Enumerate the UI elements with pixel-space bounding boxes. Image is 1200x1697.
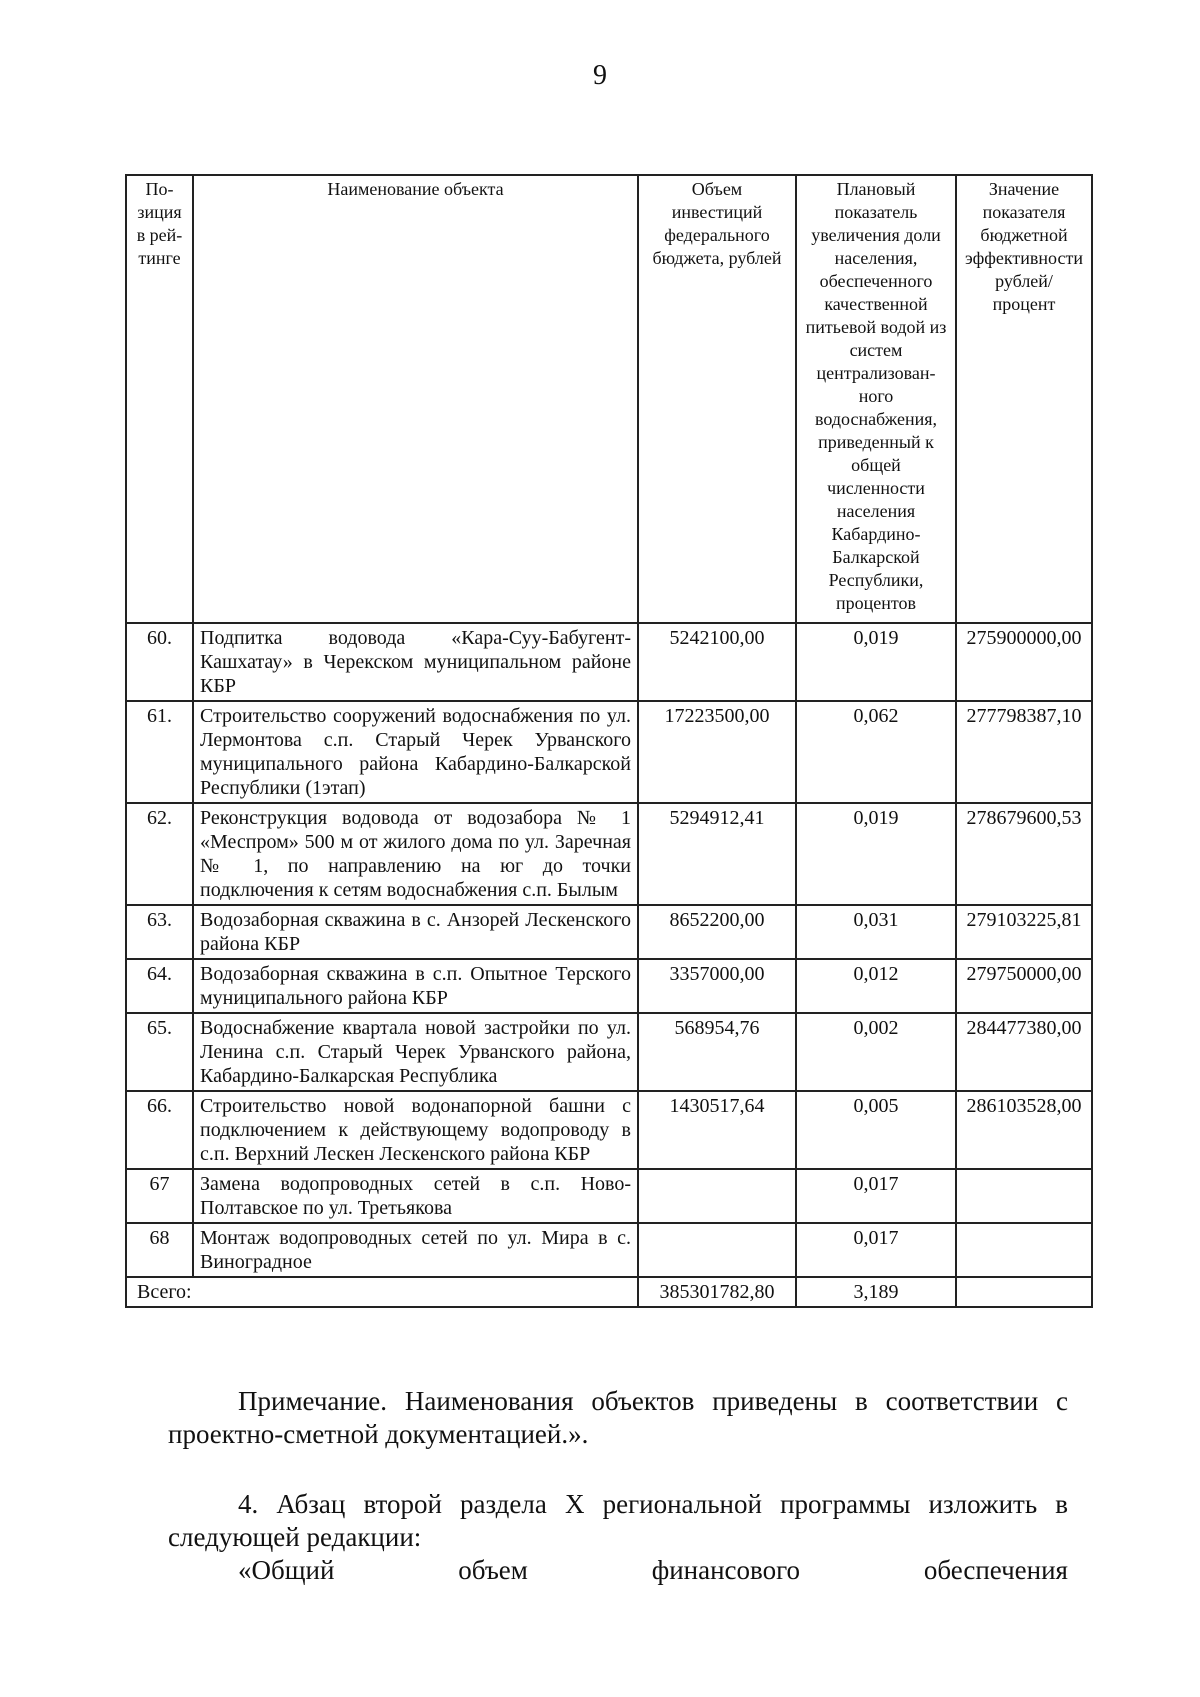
row-share: 0,005	[796, 1091, 956, 1169]
row-name: Водозаборная скважина в с. Анзорей Лескенского района КБР	[193, 905, 638, 959]
row-name: Строительство сооружений водоснабжения по ул. Лермонтова с.п. Старый Черек Урванского муниципального района Кабардино-Балкарской Республики (1этап)	[193, 701, 638, 803]
row-share: 0,019	[796, 623, 956, 701]
row-investment	[638, 1169, 796, 1223]
row-efficiency: 286103528,00	[956, 1091, 1092, 1169]
table-row	[126, 803, 1092, 905]
note-text: Примечание. Наименования объектов приведены в соответствии с проектно-сметной документацией.».	[168, 1386, 1068, 1449]
table-row	[126, 1169, 1092, 1223]
page-number: 9	[593, 60, 607, 91]
row-position: 62.	[126, 803, 193, 905]
item4-paragraph	[168, 1488, 1068, 1587]
row-efficiency	[956, 1169, 1092, 1223]
total-label: Всего:	[126, 1277, 638, 1307]
row-efficiency: 278679600,53	[956, 803, 1092, 905]
last-line	[168, 1554, 1068, 1587]
table-row	[126, 1223, 1092, 1277]
table-row	[126, 1013, 1092, 1091]
row-name: Реконструкция водовода от водозабора № 1 «Меспром» 500 м от жилого дома по ул. Заречная № 1, по направлению на юг до точки подключения к сетям водоснабжения с.п. Былым	[193, 803, 638, 905]
row-name: Водозаборная скважина в с.п. Опытное Терского муниципального района КБР	[193, 959, 638, 1013]
rating-table	[125, 174, 1093, 1308]
row-efficiency: 275900000,00	[956, 623, 1092, 701]
last-line-word: финансового	[651, 1555, 800, 1585]
row-position: 66.	[126, 1091, 193, 1169]
row-position: 67	[126, 1169, 193, 1223]
row-investment: 5294912,41	[638, 803, 796, 905]
row-share: 0,002	[796, 1013, 956, 1091]
row-position: 65.	[126, 1013, 193, 1091]
row-efficiency: 284477380,00	[956, 1013, 1092, 1091]
row-investment	[638, 1223, 796, 1277]
table-row	[126, 701, 1092, 803]
row-share: 0,031	[796, 905, 956, 959]
row-efficiency: 279103225,81	[956, 905, 1092, 959]
header-efficiency: Значение показателя бюджетной эффективности рублей/ процент	[956, 175, 1092, 623]
header-share: Плановый показатель увеличения доли населения, обеспеченного качественной питьевой водой из систем централизован-ного водоснабжения, приведенный к общей численности населения Кабардино-Балкарской Республики, процентов	[796, 175, 956, 623]
row-name: Строительство новой водонапорной башни с подключением к действующему водопроводу в с.п. Верхний Лескен Лескенского района КБР	[193, 1091, 638, 1169]
total-row	[126, 1277, 1092, 1307]
row-name: Водоснабжение квартала новой застройки по ул. Ленина с.п. Старый Черек Урванского района, Кабардино-Балкарская Республика	[193, 1013, 638, 1091]
table-row	[126, 623, 1092, 701]
row-position: 60.	[126, 623, 193, 701]
row-name: Замена водопроводных сетей в с.п. Ново-Полтавское по ул. Третьякова	[193, 1169, 638, 1223]
table-body	[126, 623, 1092, 1277]
row-investment: 17223500,00	[638, 701, 796, 803]
table-row	[126, 1091, 1092, 1169]
total-share: 3,189	[796, 1277, 956, 1307]
row-position: 63.	[126, 905, 193, 959]
last-line-word: обеспечения	[923, 1555, 1068, 1585]
total-efficiency	[956, 1277, 1092, 1307]
row-share: 0,012	[796, 959, 956, 1013]
row-investment: 568954,76	[638, 1013, 796, 1091]
row-share: 0,062	[796, 701, 956, 803]
row-efficiency	[956, 1223, 1092, 1277]
table-header-row	[126, 175, 1092, 623]
row-investment: 5242100,00	[638, 623, 796, 701]
row-position: 68	[126, 1223, 193, 1277]
row-position: 64.	[126, 959, 193, 1013]
header-position: По- зиция в рей- тинге	[126, 175, 193, 623]
row-name: Подпитка водовода «Кара-Суу-Бабугент-Кашхатау» в Черекском муниципальном районе КБР	[193, 623, 638, 701]
row-efficiency: 277798387,10	[956, 701, 1092, 803]
last-line-word: «Общий	[238, 1555, 335, 1585]
header-investment: Объем инвестиций федерального бюджета, рублей	[638, 175, 796, 623]
row-name: Монтаж водопроводных сетей по ул. Мира в с. Виноградное	[193, 1223, 638, 1277]
row-share: 0,019	[796, 803, 956, 905]
row-share: 0,017	[796, 1169, 956, 1223]
row-efficiency: 279750000,00	[956, 959, 1092, 1013]
header-name: Наименование объекта	[193, 175, 638, 623]
note-paragraph	[168, 1385, 1068, 1451]
last-line-word: объем	[458, 1555, 528, 1585]
row-position: 61.	[126, 701, 193, 803]
table-row	[126, 905, 1092, 959]
item4-text: 4. Абзац второй раздела X региональной программы изложить в следующей редакции:	[168, 1489, 1068, 1552]
table-row	[126, 959, 1092, 1013]
row-investment: 1430517,64	[638, 1091, 796, 1169]
total-investment: 385301782,80	[638, 1277, 796, 1307]
row-investment: 3357000,00	[638, 959, 796, 1013]
row-share: 0,017	[796, 1223, 956, 1277]
row-investment: 8652200,00	[638, 905, 796, 959]
